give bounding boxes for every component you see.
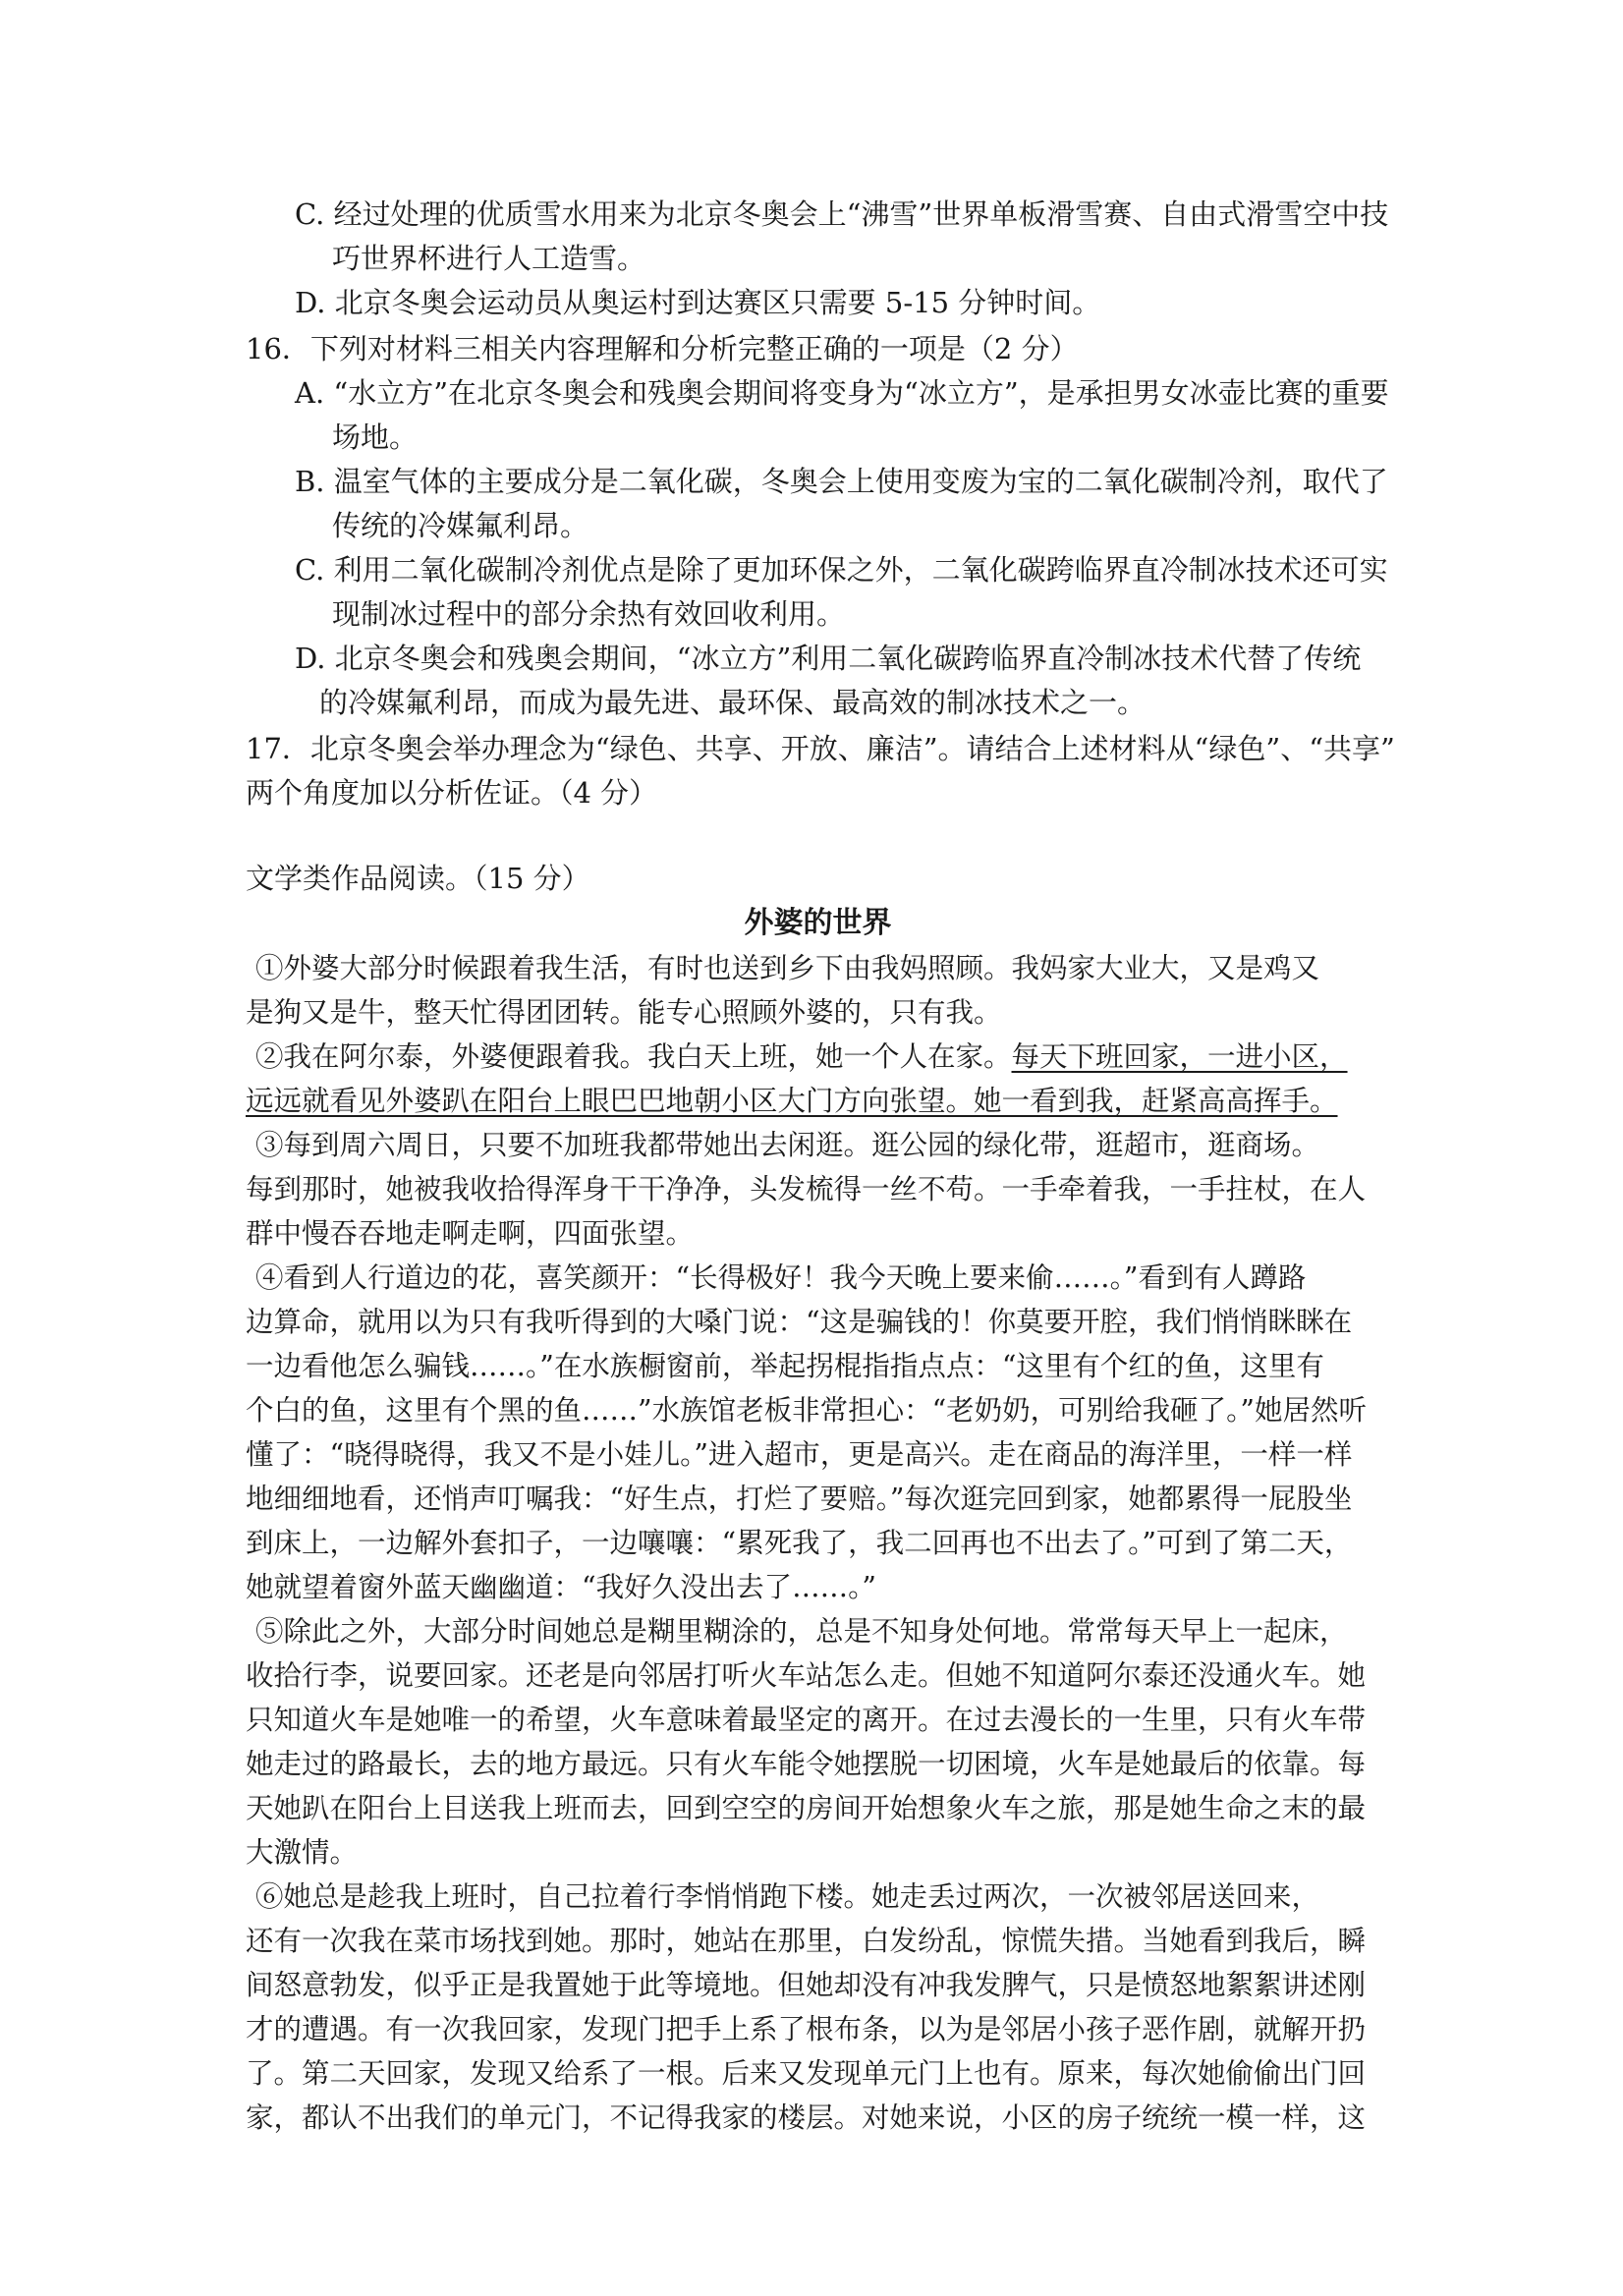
paragraph-5	[246, 1609, 1390, 1875]
q16-option-c-line1: C. 利用二氧化碳制冷剂优点是除了更加环保之外，二氧化碳跨临界直冷制冰技术还可实	[295, 553, 1388, 587]
paragraph-line: 家，都认不出我们的单元门，不记得我家的楼层。对她来说，小区的房子统统一模一样，这	[246, 2101, 1367, 2134]
q16-option-d-line1: D. 北京冬奥会和残奥会期间，“冰立方”利用二氧化碳跨临界直冷制冰技术代替了传统	[295, 642, 1362, 675]
paragraph-line: 一边看他怎么骗钱……。”在水族橱窗前，举起拐棍指指点点：“这里有个红的鱼，这里有	[246, 1350, 1324, 1382]
paragraph-line: 每到那时，她被我收拾得浑身干干净净，头发梳得一丝不苟。一手牵着我，一手拄杖，在人	[246, 1173, 1367, 1205]
paragraph-line: ⑥她总是趁我上班时，自己拉着行李悄悄跑下楼。她走丢过两次，一次被邻居送回来，	[255, 1880, 1320, 1913]
paragraph-line: 地细细地看，还悄声叮嘱我：“好生点，打烂了要赔。”每次逛完回到家，她都累得一屁股坐	[246, 1483, 1353, 1515]
q17-line2: 两个角度加以分析佐证。（4 分）	[246, 776, 658, 810]
paragraph-line: ①外婆大部分时候跟着我生活，有时也送到乡下由我妈照顾。我妈家大业大，又是鸡又	[255, 952, 1320, 984]
paragraph-line: 只知道火车是她唯一的希望，火车意味着最坚定的离开。在过去漫长的一生里，只有火车带	[246, 1704, 1367, 1736]
paragraph-line: 边算命，就用以为只有我听得到的大嗓门说：“这是骗钱的！你莫要开腔，我们悄悄眯眯在	[246, 1306, 1353, 1338]
paragraph-line: 懂了：“晓得晓得，我又不是小娃儿。”进入超市，更是高兴。走在商品的海洋里，一样一样	[246, 1438, 1353, 1471]
underlined-sentence: 每天下班回家，一进小区，	[1011, 1040, 1348, 1073]
paragraph-line: 了。第二天回家，发现又给系了一根。后来又发现单元门上也有。原来，每次她偷偷出门回	[246, 2057, 1367, 2090]
paragraph-line: ③每到周六周日，只要不加班我都带她出去闲逛。逛公园的绿化带，逛超市，逛商场。	[255, 1129, 1320, 1161]
q17-line1: 17．北京冬奥会举办理念为“绿色、共享、开放、廉洁”。请结合上述材料从“绿色”、“共享”	[246, 732, 1395, 765]
paragraph-line: ④看到人行道边的花，喜笑颜开：“长得极好！我今天晚上要来偷……。”看到有人蹲路	[255, 1261, 1307, 1294]
paragraph-line: 群中慢吞吞地走啊走啊，四面张望。	[246, 1217, 695, 1250]
q15-option-d: D. 北京冬奥会运动员从奥运村到达赛区只需要 5-15 分钟时间。	[295, 286, 1101, 319]
paragraph-line: 间怒意勃发，似乎正是我置她于此等境地。但她却没有冲我发脾气，只是愤怒地絮絮讲述刚	[246, 1969, 1367, 2001]
paragraph-text: ②我在阿尔泰，外婆便跟着我。我白天上班，她一个人在家。	[255, 1040, 1012, 1073]
paragraph-line: 是狗又是牛，整天忙得团团转。能专心照顾外婆的，只有我。	[246, 996, 1002, 1029]
q15-option-c-line2: 巧世界杯进行人工造雪。	[332, 242, 646, 275]
literary-reading-section	[246, 857, 1390, 2140]
paragraph-2	[246, 1035, 1390, 1123]
q16-option-b-line1: B. 温室气体的主要成分是二氧化碳，冬奥会上使用变废为宝的二氧化碳制冷剂，取代了	[295, 465, 1388, 498]
paragraph-line: 她就望着窗外蓝天幽幽道：“我好久没出去了……。”	[246, 1571, 876, 1603]
q16-stem: 16．下列对材料三相关内容理解和分析完整正确的一项是（2 分）	[246, 332, 1079, 365]
paragraph-4	[246, 1256, 1390, 1609]
q16-option-a-line2: 场地。	[332, 420, 419, 454]
question-15-options	[246, 193, 1390, 325]
paragraph-line	[246, 1079, 1390, 1123]
paragraph-6	[246, 1875, 1390, 2140]
question-17	[246, 727, 1395, 815]
q16-option-a-line1: A. “水立方”在北京冬奥会和残奥会期间将变身为“冰立方”，是承担男女冰壶比赛的重要	[295, 376, 1389, 410]
exam-page	[246, 193, 1395, 2140]
paragraph-line	[246, 1035, 1390, 1079]
passage-title: 外婆的世界	[744, 906, 892, 940]
q16-option-b-line2: 传统的冷媒氟利昂。	[332, 509, 589, 542]
paragraph-line: 才的遭遇。有一次我回家，发现门把手上系了根布条，以为是邻居小孩子恶作剧，就解开扔	[246, 2013, 1367, 2045]
paragraph-line: 还有一次我在菜市场找到她。那时，她站在那里，白发纷乱，惊慌失措。当她看到我后，瞬	[246, 1925, 1367, 1957]
section-heading: 文学类作品阅读。（15 分）	[246, 862, 590, 895]
paragraph-line: ⑤除此之外，大部分时间她总是糊里糊涂的，总是不知身处何地。常常每天早上一起床，	[255, 1615, 1348, 1648]
paragraph-line: 收拾行李，说要回家。还老是向邻居打听火车站怎么走。但她不知道阿尔泰还没通火车。她	[246, 1659, 1367, 1692]
paragraph-line: 到床上，一边解外套扣子，一边嚷嚷：“累死我了，我二回再也不出去了。”可到了第二天，	[246, 1527, 1353, 1559]
paragraph-line: 个白的鱼，这里有个黑的鱼……”水族馆老板非常担心：“老奶奶，可别给我砸了。”她居然听	[246, 1394, 1367, 1427]
paragraph-line: 她走过的路最长，去的地方最远。只有火车能令她摆脱一切困境，火车是她最后的依靠。每	[246, 1748, 1367, 1780]
q15-option-c-line1: C. 经过处理的优质雪水用来为北京冬奥会上“沸雪”世界单板滑雪赛、自由式滑雪空中技	[295, 197, 1389, 231]
question-16	[246, 327, 1390, 725]
paragraph-line: 大激情。	[246, 1836, 359, 1869]
paragraph-1	[246, 946, 1390, 1035]
q16-option-d-line2: 的冷媒氟利昂，而成为最先进、最环保、最高效的制冰技术之一。	[319, 686, 1147, 719]
paragraph-line: 天她趴在阳台上目送我上班而去，回到空空的房间开始想象火车之旅，那是她生命之末的最	[246, 1792, 1367, 1824]
q16-option-c-line2: 现制冰过程中的部分余热有效回收利用。	[332, 597, 846, 631]
underlined-sentence: 远远就看见外婆趴在阳台上眼巴巴地朝小区大门方向张望。她一看到我，赶紧高高挥手。	[246, 1085, 1338, 1117]
paragraph-3	[246, 1123, 1390, 1256]
